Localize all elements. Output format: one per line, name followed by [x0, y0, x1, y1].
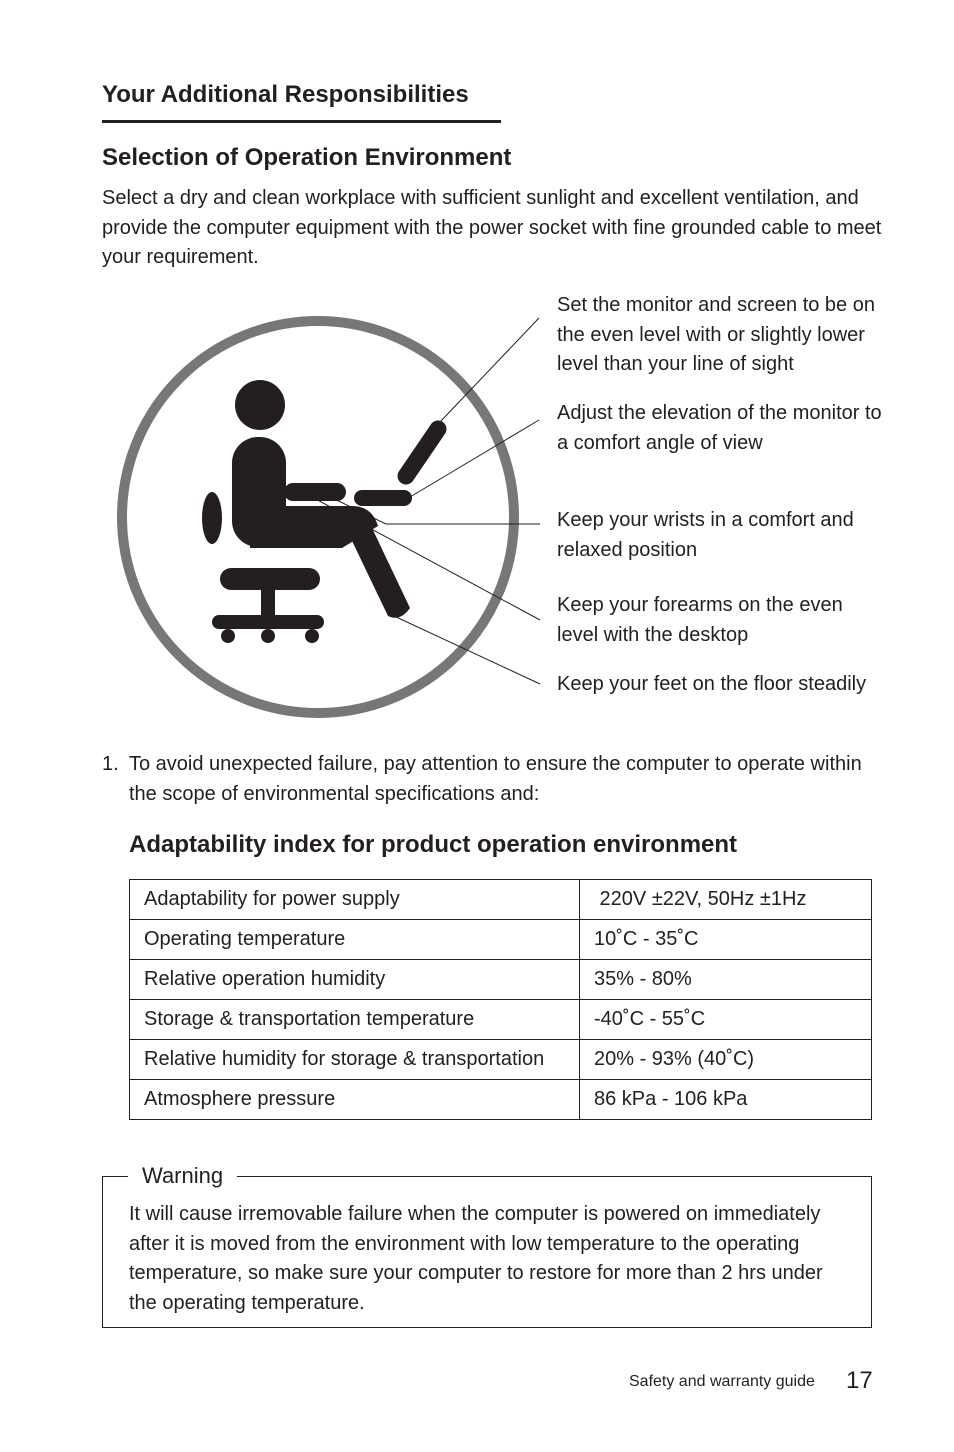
callout-forearms: Keep your forearms on the even level with the desktop [557, 594, 843, 646]
callout-monitor-level: Set the monitor and screen to be on the even level with or slightly lower level than your line of sight [557, 294, 875, 375]
list-item-text: To avoid unexpected failure, pay attention to ensure the computer to operate within the scope of environmental specifications and: [129, 753, 862, 805]
keyboard-icon [354, 490, 412, 506]
warning-text: It will cause irremovable failure when the computer is powered on immediately after it is moved from the environment with low temperature to the operating temperature, so make sure your computer to restore for more than 2 hrs under the operating temperature. [129, 1203, 823, 1314]
table-row [130, 960, 872, 1000]
table-row [130, 1080, 872, 1120]
warning-title: Warning [128, 1161, 237, 1191]
environment-spec-table [129, 879, 872, 1120]
table-cell-label: Adaptability for power supply [130, 880, 580, 920]
callout-monitor-angle: Adjust the elevation of the monitor to a comfort angle of view [557, 402, 882, 454]
table-cell-value: 86 kPa - 106 kPa [580, 1080, 872, 1120]
table-title: Adaptability index for product operation environment [129, 831, 738, 858]
table-cell-value: 20% - 93% (40˚C) [580, 1040, 872, 1080]
page-heading: Your Additional Responsibilities [102, 80, 501, 123]
page-number: 17 [846, 1367, 873, 1394]
footer-label: Safety and warranty guide [629, 1373, 815, 1390]
table-cell-value: -40˚C - 55˚C [580, 1000, 872, 1040]
table-cell-value: 35% - 80% [580, 960, 872, 1000]
callout-leader-lines [312, 318, 540, 684]
callout-wrists: Keep your wrists in a comfort and relaxed position [557, 509, 854, 561]
intro-paragraph: Select a dry and clean workplace with sufficient sunlight and excellent ventilation, and provide the computer equipment with the power socket with fine grounded cable to meet your requirement. [102, 187, 882, 268]
table-cell-label: Storage & transportation temperature [130, 1000, 580, 1040]
callout-feet: Keep your feet on the floor steadily [557, 673, 867, 695]
table-cell-label: Relative humidity for storage & transportation [130, 1040, 580, 1080]
table-cell-value: 10˚C - 35˚C [580, 920, 872, 960]
table-cell-label: Operating temperature [130, 920, 580, 960]
table-cell-value: 220V ±22V, 50Hz ±1Hz [580, 880, 872, 920]
table-cell-label: Atmosphere pressure [130, 1080, 580, 1120]
ergonomics-illustration [100, 290, 554, 730]
table-row [130, 920, 872, 960]
table-row [130, 880, 872, 920]
list-number: 1. [102, 753, 119, 775]
table-row [130, 1000, 872, 1040]
table-cell-label: Relative operation humidity [130, 960, 580, 1000]
monitor-icon [406, 429, 438, 476]
section-title: Selection of Operation Environment [102, 144, 512, 171]
table-row [130, 1040, 872, 1080]
